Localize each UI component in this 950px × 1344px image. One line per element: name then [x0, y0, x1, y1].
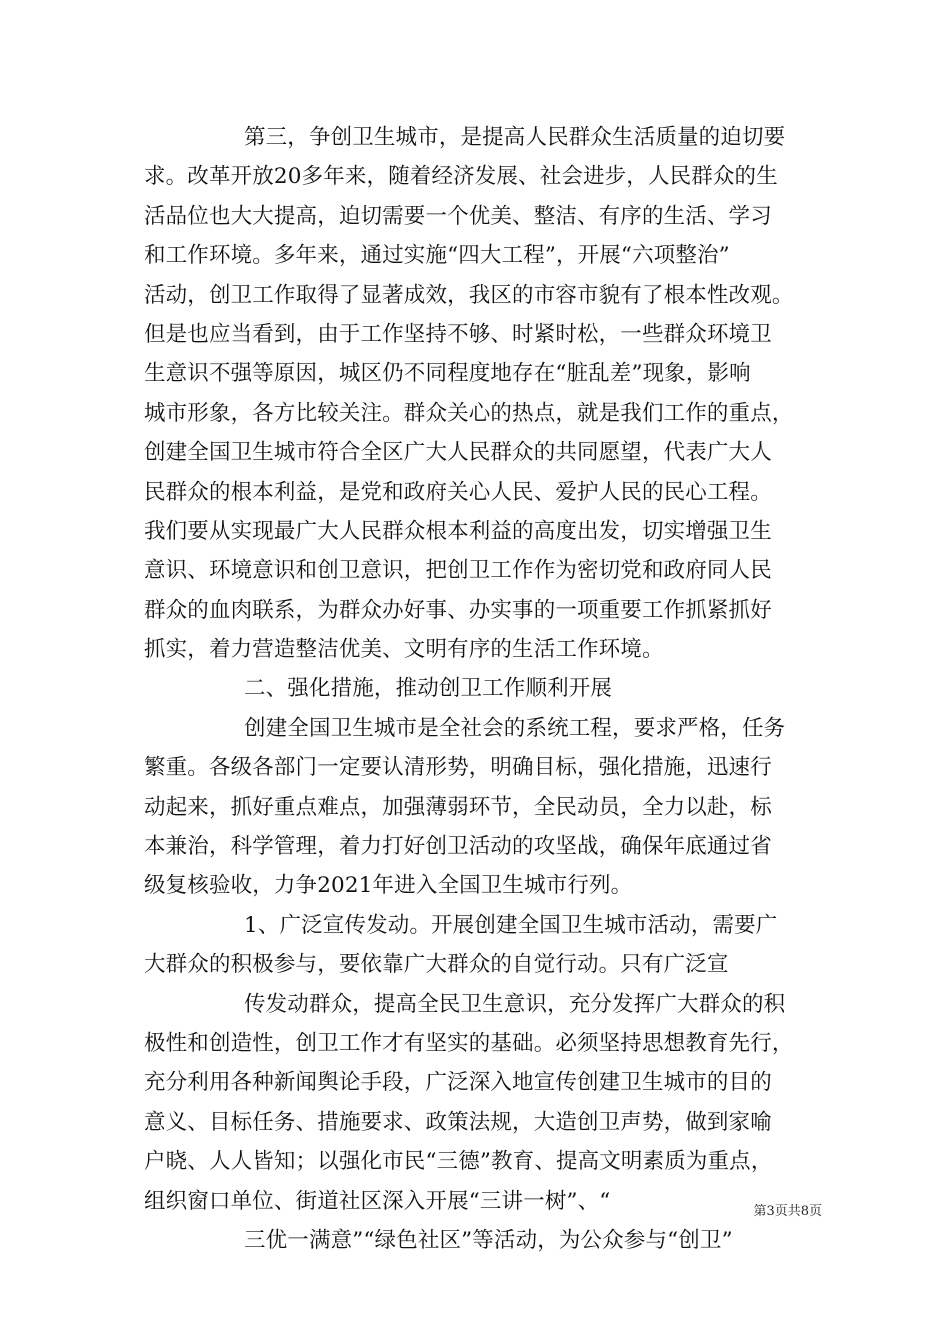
- page-number-footer: 第3页共8页: [753, 1204, 822, 1219]
- paragraph-line: 三优一满意”“绿色社区”等活动，为公众参与“创卫”: [244, 1227, 733, 1253]
- paragraph-line: 大群众的积极参与，要依靠广大群众的自觉行动。只有广泛宣: [144, 952, 729, 978]
- section-heading: 二、强化措施，推动创卫工作顺利开展: [244, 676, 613, 702]
- paragraph-line: 活动，创卫工作取得了显著成效，我区的市容市貌有了根本性改观。: [144, 282, 794, 308]
- paragraph-line: 但是也应当看到，由于工作坚持不够、时紧时松，一些群众环境卫: [144, 321, 772, 347]
- paragraph-line: 传发动群众，提高全民卫生意识，充分发挥广大群众的积: [244, 991, 786, 1017]
- paragraph-line: 本兼治，科学管理，着力打好创卫活动的攻坚战，确保年底通过省: [144, 834, 772, 860]
- paragraph-line: 民群众的根本利益，是党和政府关心人民、爱护人民的民心工程。: [144, 479, 772, 505]
- paragraph-line: 1、广泛宣传发动。开展创建全国卫生城市活动，需要广: [244, 912, 778, 938]
- paragraph-line: 意识、环境意识和创卫意识，把创卫工作作为密切党和政府同人民: [144, 558, 772, 584]
- paragraph-line: 创建全国卫生城市是全社会的系统工程，要求严格，任务: [244, 715, 786, 741]
- paragraph-line: 抓实，着力营造整洁优美、文明有序的生活工作环境。: [144, 637, 664, 663]
- paragraph-line: 我们要从实现最广大人民群众根本利益的高度出发，切实增强卫生: [144, 518, 772, 544]
- paragraph-line: 第三，争创卫生城市，是提高人民群众生活质量的迫切要: [244, 125, 786, 150]
- paragraph-line: 极性和创造性，创卫工作才有坚实的基础。必须坚持思想教育先行，: [144, 1030, 794, 1056]
- paragraph-line: 动起来，抓好重点难点，加强薄弱环节，全民动员，全力以赴，标: [144, 794, 772, 820]
- paragraph-line: 创建全国卫生城市符合全区广大人民群众的共同愿望，代表广大人: [144, 440, 772, 466]
- paragraph-line: 求。改革开放20多年来，随着经济发展、社会进步，人民群众的生: [144, 164, 778, 190]
- paragraph-line: 群众的血肉联系，为群众办好事、办实事的一项重要工作抓紧抓好: [144, 597, 772, 623]
- paragraph-line: 充分利用各种新闻舆论手段，广泛深入地宣传创建卫生城市的目的: [144, 1070, 772, 1096]
- paragraph-line: 繁重。各级各部门一定要认清形势，明确目标，强化措施，迅速行: [144, 755, 772, 781]
- paragraph-line: 城市形象，各方比较关注。群众关心的热点，就是我们工作的重点，: [144, 400, 794, 426]
- body-text: [144, 118, 834, 1260]
- paragraph-line: 级复核验收，力争2021年进入全国卫生城市行列。: [144, 873, 633, 899]
- paragraph-line: 生意识不强等原因，城区仍不同程度地存在“脏乱差”现象，影响: [144, 361, 751, 387]
- paragraph-line: 活品位也大大提高，迫切需要一个优美、整洁、有序的生活、学习: [144, 203, 772, 229]
- paragraph-line: 户晓、人人皆知；以强化市民“三德”教育、提高文明素质为重点，: [144, 1149, 773, 1175]
- paragraph-line: 意义、目标任务、措施要求、政策法规，大造创卫声势，做到家喻: [144, 1109, 772, 1135]
- paragraph-line: 和工作环境。多年来，通过实施“四大工程”，开展“六项整治”: [144, 243, 730, 269]
- paragraph-line: 组织窗口单位、街道社区深入开展“三讲一树”、“: [144, 1188, 611, 1214]
